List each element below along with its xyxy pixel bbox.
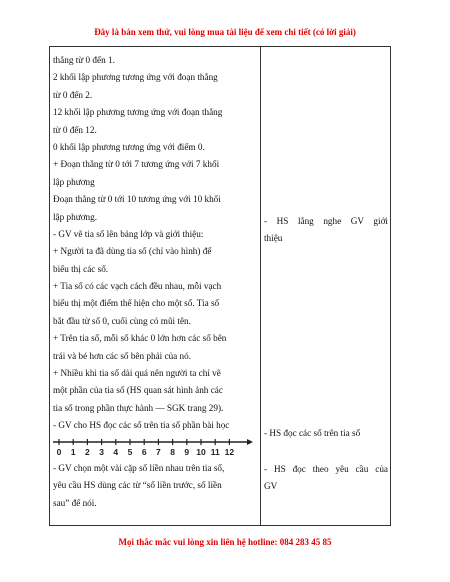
student-response-read <box>264 425 388 442</box>
text-line: từ 0 đến 12. <box>53 124 97 135</box>
text-line: biểu thị các số. <box>53 263 109 274</box>
text-line: biểu thị một điểm thể hiện cho một số. Tia số <box>53 298 220 309</box>
text-line: yêu cầu HS dùng các từ “số liền trước, số liền <box>53 480 222 491</box>
number-line-label: 9 <box>184 447 190 457</box>
text-line: bắt đầu từ số 0, cuối cùng có mũi tên. <box>53 315 191 326</box>
teacher-text-bottom <box>53 460 258 512</box>
text-line: lập phương <box>53 176 95 187</box>
student-response-listen <box>264 213 388 248</box>
text-line: thiệu <box>264 233 283 244</box>
text-line: từ 0 đến 2. <box>53 89 93 100</box>
text-line: lập phương. <box>53 211 98 222</box>
number-line-label: 10 <box>196 447 206 457</box>
text-line: Đoạn thẳng từ 0 tới 10 tương ứng với 10 khối <box>53 194 221 205</box>
text-line: thẳng từ 0 đến 1. <box>53 55 115 65</box>
number-line-label: 8 <box>170 447 175 457</box>
number-line-label: 11 <box>210 447 220 457</box>
column-divider <box>260 47 261 525</box>
teacher-text-top <box>53 52 258 435</box>
text-line: - GV vẽ tia số lên bảng lớp và giới thiệu: <box>53 228 204 239</box>
text-line: 12 khối lập phương tương ứng với đoạn thẳng <box>53 107 223 118</box>
student-response-follow <box>264 461 388 496</box>
text-line: - HS đọc theo yêu cầu của <box>264 464 388 474</box>
number-line-label: 6 <box>141 447 147 457</box>
text-line: 0 khối lập phương tương ứng với điểm 0. <box>53 141 205 152</box>
text-line: + Đoạn thẳng từ 0 tới 7 tương ứng với 7 khối <box>53 159 220 170</box>
text-line: 2 khối lập phương tương ứng với đoạn thẳng <box>53 72 218 83</box>
number-line-label: 1 <box>70 447 76 457</box>
number-line-arrow <box>247 439 253 445</box>
teacher-activities-column <box>53 52 258 435</box>
text-line: - GV chọn một vài cặp số liền nhau trên tia số, <box>53 463 225 473</box>
number-line-label: 5 <box>127 447 133 457</box>
text-line: - HS đọc các số trên tia số <box>264 428 361 438</box>
text-line: + Trên tia số, mỗi số khác 0 lớn hơn các số bên <box>53 333 227 344</box>
number-line-svg <box>53 437 258 459</box>
preview-notice-banner: Đây là bản xem thử, vui lòng mua tài liệu để xem chi tiết (có lời giải) <box>94 27 356 37</box>
text-line: + Tia số có các vạch cách đều nhau, mỗi vạch <box>53 281 222 292</box>
number-line-label: 7 <box>156 447 161 457</box>
lesson-table <box>49 46 391 526</box>
text-line: trái và bé hơn các số bên phải của nó. <box>53 350 192 361</box>
number-line-label: 0 <box>56 447 62 457</box>
text-line: + Nhiều khi tia số dài quá nên người ta chỉ vẽ <box>53 368 221 379</box>
text-line: GV <box>264 481 278 492</box>
text-line: + Người ta đã dùng tia số (chỉ vào hình) để <box>53 246 212 257</box>
number-line-label: 2 <box>85 447 90 457</box>
number-line-label: 4 <box>113 447 119 457</box>
text-line: - HS lắng nghe GV giới <box>264 216 388 226</box>
text-line: - GV cho HS đọc các số trên tia số phần bài học <box>53 420 230 431</box>
hotline-footer-banner: Mọi thắc mắc vui lòng xin liên hệ hotline: 084 283 45 85 <box>118 537 332 547</box>
number-line-figure <box>53 437 258 459</box>
text-line: một phần của tia số (HS quan sát hình ảnh các <box>53 385 223 396</box>
text-line: tia số trong phần thực hành — SGK trang 29). <box>53 402 224 413</box>
number-line-label: 12 <box>224 447 235 457</box>
number-line-label: 3 <box>99 447 104 457</box>
text-line: sau” để nói. <box>53 497 97 508</box>
